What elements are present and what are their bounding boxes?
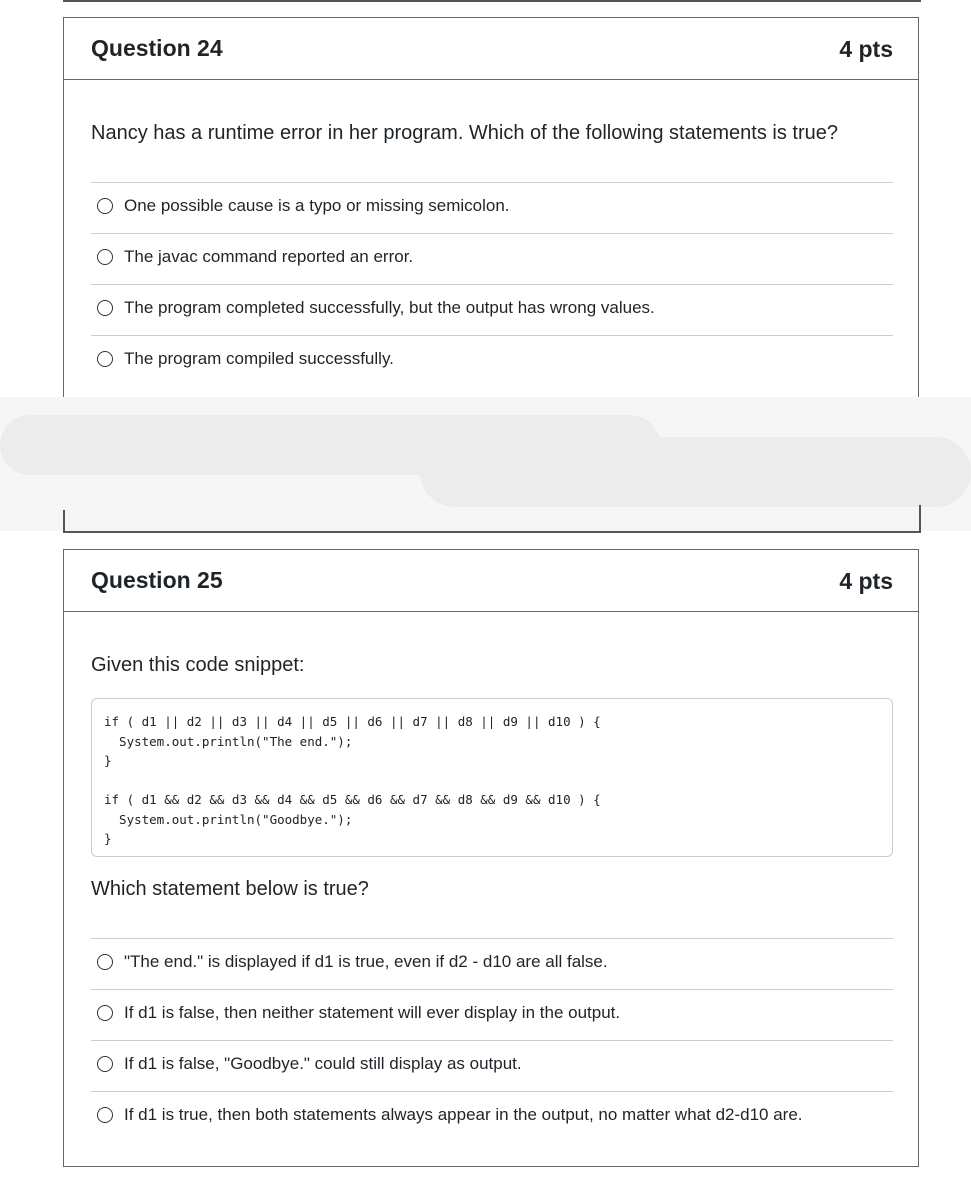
answer-label[interactable]: The program completed successfully, but the output has wrong values. <box>124 298 655 317</box>
question-25-card <box>63 549 919 1167</box>
question-24-card <box>63 17 919 397</box>
radio-button[interactable] <box>97 1107 113 1123</box>
divider <box>63 510 65 532</box>
code-line: } <box>104 753 112 768</box>
question-24-answers <box>91 182 893 386</box>
question-25-prompt: Which statement below is true? <box>91 878 369 900</box>
answer-label[interactable]: If d1 is false, "Goodbye." could still display as output. <box>124 1054 522 1073</box>
code-line: } <box>104 831 112 846</box>
radio-button[interactable] <box>97 198 113 214</box>
radio-button[interactable] <box>97 300 113 316</box>
code-snippet <box>91 698 893 857</box>
answer-option[interactable] <box>91 233 893 284</box>
answer-option[interactable] <box>91 989 893 1040</box>
radio-button[interactable] <box>97 249 113 265</box>
radio-button[interactable] <box>97 954 113 970</box>
answer-option[interactable] <box>91 284 893 335</box>
answer-option[interactable] <box>91 182 893 233</box>
code-line: System.out.println("Goodbye."); <box>104 811 353 827</box>
radio-button[interactable] <box>97 351 113 367</box>
answer-label[interactable]: If d1 is true, then both statements always appear in the output, no matter what d2-d10 are. <box>124 1105 803 1124</box>
question-25-header <box>64 550 918 612</box>
answer-label[interactable]: The javac command reported an error. <box>124 247 414 266</box>
radio-button[interactable] <box>97 1005 113 1021</box>
answer-option[interactable] <box>91 1040 893 1091</box>
answer-label[interactable]: "The end." is displayed if d1 is true, even if d2 - d10 are all false. <box>124 952 608 971</box>
answer-label[interactable]: One possible cause is a typo or missing semicolon. <box>124 196 510 215</box>
code-line: if ( d1 && d2 && d3 && d4 && d5 && d6 && d7 && d8 && d9 && d10 ) { <box>104 792 601 807</box>
blurred-region <box>0 397 971 531</box>
answer-option[interactable] <box>91 1091 893 1142</box>
question-25-title: Question 25 <box>91 567 223 593</box>
question-24-header <box>64 18 918 80</box>
answer-option[interactable] <box>91 938 893 989</box>
code-line: if ( d1 || d2 || d3 || d4 || d5 || d6 || d7 || d8 || d9 || d10 ) { <box>104 714 601 729</box>
answer-label[interactable]: If d1 is false, then neither statement will ever display in the output. <box>124 1003 621 1022</box>
answer-label[interactable]: The program compiled successfully. <box>124 349 394 368</box>
question-24-points: 4 pts <box>839 36 893 62</box>
code-line: System.out.println("The end."); <box>104 733 353 749</box>
answer-option[interactable] <box>91 335 893 386</box>
question-25-intro: Given this code snippet: <box>91 654 305 676</box>
question-25-points: 4 pts <box>839 568 893 594</box>
divider <box>63 531 921 533</box>
question-24-title: Question 24 <box>91 35 223 61</box>
question-25-answers <box>91 938 893 1142</box>
question-24-prompt: Nancy has a runtime error in her program. Which of the following statements is true? <box>91 122 838 144</box>
radio-button[interactable] <box>97 1056 113 1072</box>
top-divider <box>63 0 921 2</box>
divider <box>919 505 921 532</box>
code-line <box>104 771 880 791</box>
